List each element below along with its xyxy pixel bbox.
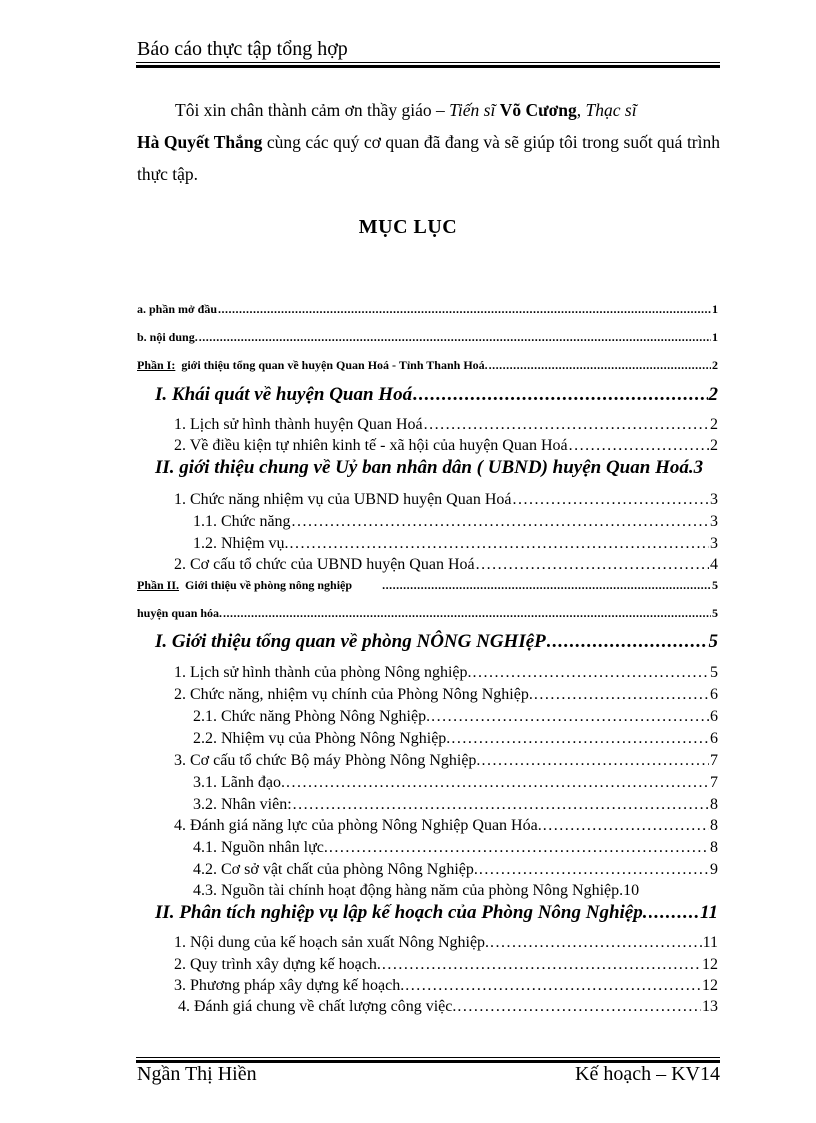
toc-entry[interactable]: Phần I: giới thiệu tổng quan về huyện Quan Hoá - Tỉnh Thanh Hoá. ..... 2	[137, 358, 718, 373]
title-doctor: Tiến sĩ	[449, 100, 496, 120]
intro-text: Tôi xin chân thành cảm ơn thầy giáo –	[175, 100, 450, 120]
toc-entry[interactable]: 1.1. Chức năng ..... 3	[193, 513, 718, 531]
footer-author: Ngần Thị Hiền	[137, 1063, 257, 1085]
toc-entry[interactable]: a. phần mở đầu ..... 1	[137, 302, 718, 317]
toc-entry[interactable]: 2. Chức năng, nhiệm vụ chính của Phòng Nông Nghiệp. ..... 6	[174, 686, 718, 704]
toc-entry[interactable]: 4.3. Nguồn tài chính hoạt động hàng năm của phòng Nông Nghiệp. 10	[193, 882, 640, 899]
toc-entry[interactable]: 3.2. Nhân viên: ..... 8	[193, 796, 718, 814]
toc-entry[interactable]: I. Giới thiệu tổng quan về phòng NÔNG NGHIệP ..... 5	[155, 631, 718, 653]
intro-text-end: cùng các quý cơ quan đã đang và sẽ giúp tôi trong suốt quá trình thực tập.	[137, 132, 720, 184]
toc-entry[interactable]: 4.1. Nguồn nhân lực. ..... 8	[193, 839, 718, 857]
toc-entry[interactable]: 1. Lịch sử hình thành huyện Quan Hoá ..... 2	[174, 416, 718, 434]
toc-entry[interactable]: 3.1. Lãnh đạo. ..... 7	[193, 774, 718, 792]
toc-entry[interactable]: 1. Lịch sử hình thành của phòng Nông nghiệp. ..... 5	[174, 664, 718, 682]
toc-heading: MỤC LỤC	[358, 216, 458, 238]
toc-entry[interactable]: 2.1. Chức năng Phòng Nông Nghiệp. ..... 6	[193, 708, 718, 726]
toc-entry[interactable]: II. Phân tích nghiệp vụ lập kế hoạch của Phòng Nông Nghiệp. ..... 11	[155, 902, 718, 924]
toc-entry[interactable]: I. Khái quát về huyện Quan Hoá ..... 2	[155, 384, 718, 406]
toc-entry[interactable]: b. nội dung. ..... 1	[137, 330, 718, 345]
toc-entry[interactable]: 4.2. Cơ sở vật chất của phòng Nông Nghiệp. ..... 9	[193, 861, 718, 879]
toc-entry[interactable]: 1.2. Nhiệm vụ. ..... 3	[193, 535, 718, 553]
toc-entry[interactable]: 1. Chức năng nhiệm vụ của UBND huyện Quan Hoá ..... 3	[174, 491, 718, 509]
toc-entry[interactable]: 3. Phương pháp xây dựng kế hoạch. ..... 12	[174, 977, 718, 995]
acknowledgement-paragraph: Tôi xin chân thành cảm ơn thầy giáo – Tiến sĩ Võ Cương, Thạc sĩ Hà Quyết Thắng cùng các quý cơ quan đã đang và sẽ giúp tôi trong suốt quá trình thực tập.	[137, 100, 720, 184]
toc-entry[interactable]: 2. Quy trình xây dựng kế hoạch. ..... 12	[174, 956, 718, 974]
toc-entry[interactable]: 3. Cơ cấu tổ chức Bộ máy Phòng Nông Nghiệp. ..... 7	[174, 752, 718, 770]
name-supervisor-2: Hà Quyết Thắng	[137, 132, 263, 152]
toc-entry[interactable]: 1. Nội dung của kế hoạch sản xuất Nông Nghiệp. ..... 11	[174, 934, 718, 952]
toc-entry[interactable]: II. giới thiệu chung về Uỷ ban nhân dân ( UBND) huyện Quan Hoá. 3	[155, 457, 704, 478]
toc-entry[interactable]: 4. Đánh giá chung về chất lượng công việc. ..... 13	[178, 998, 718, 1016]
toc-entry[interactable]: 2. Về điều kiện tự nhiên kinh tế - xã hội của huyện Quan Hoá ..... 2	[174, 437, 718, 455]
footer-class: Kế hoạch – KV14	[575, 1063, 720, 1085]
toc-entry[interactable]: 2.2. Nhiệm vụ của Phòng Nông Nghiệp. ..... 6	[193, 730, 718, 748]
name-supervisor-1: Võ Cương	[499, 100, 577, 120]
footer-rule-thin	[136, 1057, 720, 1058]
title-master: Thạc sĩ	[585, 100, 637, 120]
toc-entry[interactable]: 4. Đánh giá năng lực của phòng Nông Nghiệp Quan Hóa. ..... 8	[174, 817, 718, 835]
toc-entry[interactable]: huyện quan hóa. ..... 5	[137, 606, 718, 621]
toc-entry[interactable]: 2. Cơ cấu tổ chức của UBND huyện Quan Hoá ..... 4	[174, 556, 718, 574]
report-title: Báo cáo thực tập tổng hợp	[137, 38, 348, 60]
toc-entry[interactable]: Phần II. Giới thiệu về phòng nông nghiệp ..... 5	[137, 578, 718, 593]
